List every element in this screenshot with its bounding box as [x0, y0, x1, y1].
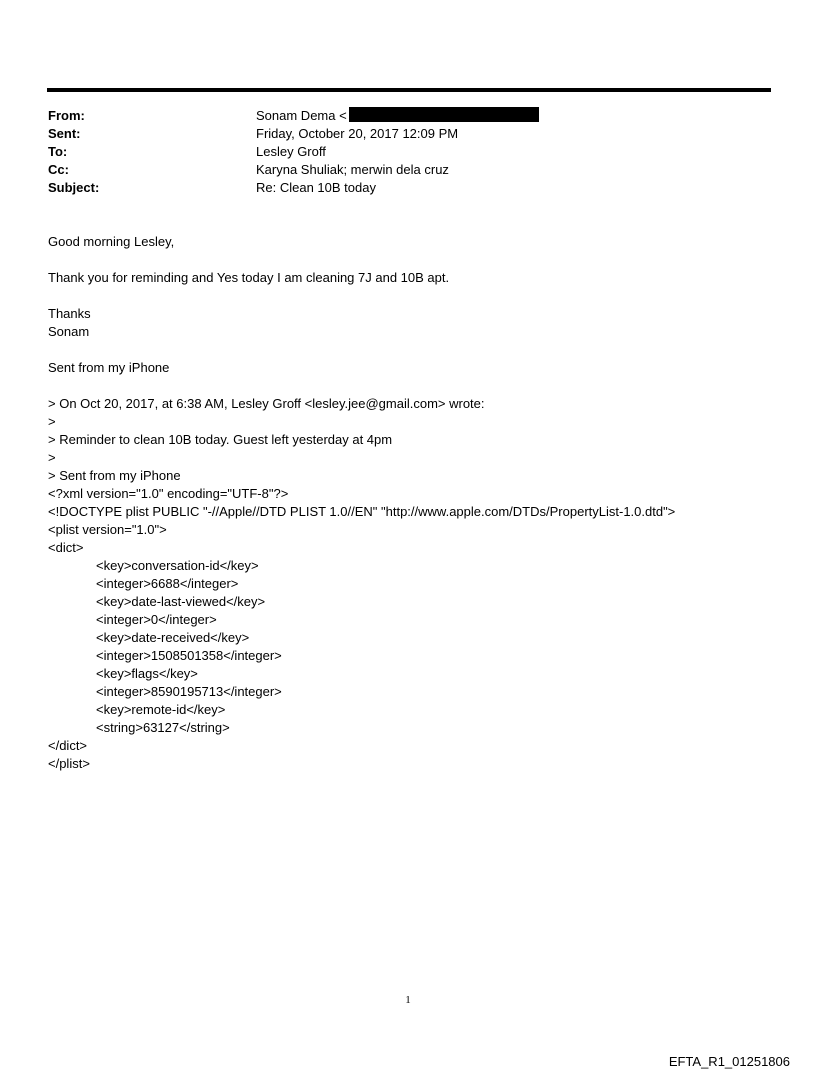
plist-entry: <integer>8590195713</integer> — [96, 684, 282, 699]
from-name: Sonam Dema < — [256, 108, 347, 123]
greeting: Good morning Lesley, — [48, 234, 175, 249]
quote-line: > Sent from my iPhone — [48, 468, 181, 483]
redaction-box — [349, 107, 539, 122]
sent-label: Sent: — [48, 126, 81, 141]
to-value: Lesley Groff — [256, 144, 326, 159]
quote-line: > On Oct 20, 2017, at 6:38 AM, Lesley Groff <lesley.jee@gmail.com> wrote: — [48, 396, 485, 411]
plist-entry: <integer>0</integer> — [96, 612, 217, 627]
plist-line: </dict> — [48, 738, 88, 753]
plist-entry: <integer>6688</integer> — [96, 576, 239, 591]
plist-entry: <key>remote-id</key> — [96, 702, 226, 717]
to-label: To: — [48, 144, 68, 159]
from-label: From: — [48, 108, 85, 123]
message-text: Thank you for reminding and Yes today I am cleaning 7J and 10B apt. — [48, 270, 450, 285]
quote-line: > — [48, 414, 56, 429]
plist-line: <?xml version="1.0" encoding="UTF-8"?> — [48, 486, 289, 501]
plist-entry: <key>date-last-viewed</key> — [96, 594, 266, 609]
plist-line: </plist> — [48, 756, 90, 771]
cc-label: Cc: — [48, 162, 69, 177]
plist-entry: <key>date-received</key> — [96, 630, 250, 645]
header-rule — [47, 88, 771, 92]
subject-label: Subject: — [48, 180, 100, 195]
sent-value: Friday, October 20, 2017 12:09 PM — [256, 126, 459, 141]
plist-line: <!DOCTYPE plist PUBLIC "-//Apple//DTD PLIST 1.0//EN" "http://www.apple.com/DTDs/PropertyList-1.0.dtd"> — [48, 504, 676, 519]
subject-value: Re: Clean 10B today — [256, 180, 376, 195]
quote-line: > — [48, 450, 56, 465]
quote-line: > Reminder to clean 10B today. Guest left yesterday at 4pm — [48, 432, 393, 447]
cc-value: Karyna Shuliak; merwin dela cruz — [256, 162, 449, 177]
closing: Thanks — [48, 306, 91, 321]
plist-entry: <key>flags</key> — [96, 666, 198, 681]
plist-entry: <key>conversation-id</key> — [96, 558, 259, 573]
signature: Sonam — [48, 324, 90, 339]
document-id: EFTA_R1_01251806 — [668, 1054, 790, 1069]
plist-entry: <integer>1508501358</integer> — [96, 648, 282, 663]
plist-line: <plist version="1.0"> — [48, 522, 167, 537]
plist-line: <dict> — [48, 540, 84, 555]
plist-entry: <string>63127</string> — [96, 720, 230, 735]
sent-from-line: Sent from my iPhone — [48, 360, 170, 375]
page-number: 1 — [405, 994, 411, 1006]
from-value — [256, 107, 539, 125]
